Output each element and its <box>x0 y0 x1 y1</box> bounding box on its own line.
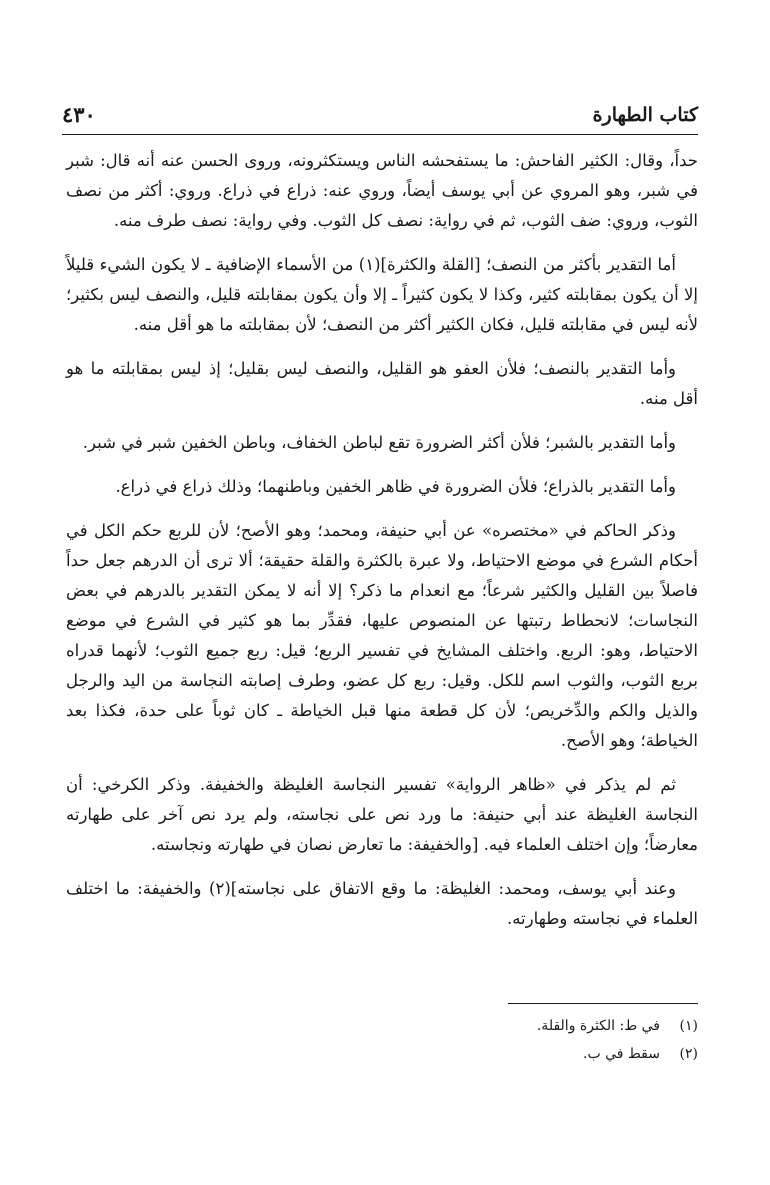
main-text <box>66 146 698 948</box>
paragraph: أما التقدير بأكثر من النصف؛ [القلة والكثرة](١) من الأسماء الإضافية ـ لا يكون الشيء قليلاً إلا أن يكون بمقابلته كثير، وكذا لا يكون كثيراً ـ إلا وأن يكون بمقابلته قليل، والنصف ليس بكثير؛ لأنه ليس في مقابلته قليل، فكان الكثير أكثر من النصف؛ لأن بمقابلته ما هو أقل منه. <box>66 255 698 334</box>
footnote-text: سقط في ب. <box>583 1046 660 1062</box>
paragraph: ثم لم يذكر في «ظاهر الرواية» تفسير النجاسة الغليظة والخفيفة. وذكر الكرخي: أن النجاسة الغليظة عند أبي حنيفة: ما ورد نص على نجاسته، ولم يرد نص آخر على طهارته معارضاً؛ وإن اختلف العلماء فيه. [والخفيفة: ما تعارض نصان في طهارته ونجاسته. <box>66 775 698 854</box>
footnote-number: (١) <box>679 1018 698 1034</box>
paragraph: وأما التقدير بالذراع؛ فلأن الضرورة في ظاهر الخفين وباطنهما؛ وذلك ذراع في ذراع. <box>115 477 676 496</box>
footnote <box>138 1040 698 1068</box>
paragraph: وأما التقدير بالشبر؛ فلأن أكثر الضرورة تقع لباطن الخفاف، وباطن الخفين شبر في شبر. <box>82 433 676 452</box>
page-number: ٤٣٠ <box>62 102 96 127</box>
book-title: كتاب الطهارة <box>592 104 698 126</box>
paragraph: وأما التقدير بالنصف؛ فلأن العفو هو القليل، والنصف ليس بقليل؛ إذ ليس بمقابلته ما هو أقل منه. <box>66 359 698 408</box>
running-header <box>62 102 698 136</box>
paragraph: وذكر الحاكم في «مختصره» عن أبي حنيفة، ومحمد؛ وهو الأصح؛ لأن للربع حكم الكل في أحكام الشرع في موضع الاحتياط، ولا عبرة بالكثرة والقلة حقيقة؛ ألا ترى أن الدرهم جعل حداً فاصلاً بين القليل والكثير شرعاً؛ مع انعدام ما ذكر؟ إلا أنه لا يمكن التقدير بالدرهم في بعض النجاسات؛ لانحطاط رتبتها عن المنصوص عليها، فقدِّر بما هو كثير في الشرع في موضع الاحتياط، وهو: الربع. واختلف المشايخ في تفسير الربع؛ قيل: ربع جميع الثوب؛ لأنهما قدراه بربع الثوب، والثوب اسم للكل. وقيل: ربع كل عضو، وطرف إصابته النجاسة من اليد والرجل والذيل والكم والدِّخريص؛ لأن كل قطعة منها قبل الخياطة ـ كان ثوباً على حدة، فكذا بعد الخياطة؛ وهو الأصح. <box>66 521 698 750</box>
footnotes <box>138 1012 698 1068</box>
footnote-number: (٢) <box>679 1046 698 1062</box>
footnote-text: في ط: الكثرة والقلة. <box>536 1018 660 1034</box>
paragraph: وعند أبي يوسف، ومحمد: الغليظة: ما وقع الاتفاق على نجاسته](٢) والخفيفة: ما اختلف العلماء في نجاسته وطهارته. <box>66 879 698 928</box>
footnote <box>138 1012 698 1040</box>
footnote-divider <box>508 1003 698 1004</box>
header-divider <box>62 134 698 135</box>
paragraph: حداً، وقال: الكثير الفاحش: ما يستفحشه الناس ويستكثرونه، وروى الحسن عنه أنه قال: شبر في شبر، وهو المروي عن أبي يوسف أيضاً، وروي عنه: ذراع في ذراع. وروي: أكثر من نصف الثوب، وروي: ضف الثوب، ثم في رواية: نصف كل الثوب. وفي رواية: نصف طرف منه. <box>66 151 698 230</box>
